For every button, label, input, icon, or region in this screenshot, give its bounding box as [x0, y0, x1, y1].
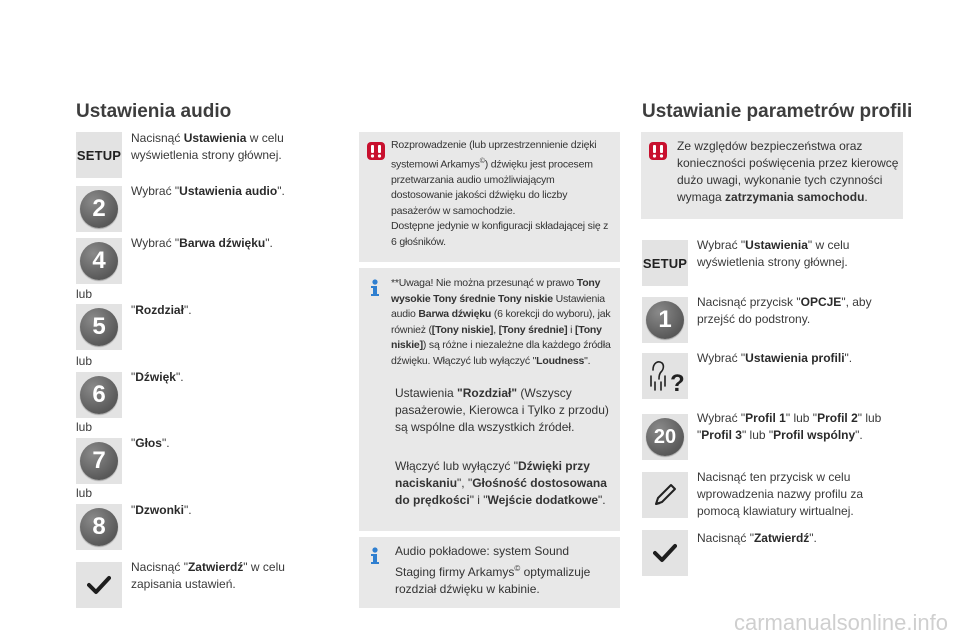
step-text: "Głos". [131, 436, 170, 450]
safety-warning-box [641, 132, 903, 219]
number-badge-2: 2 [80, 190, 118, 228]
confirm-key [76, 562, 122, 608]
number-badge-8: 8 [80, 508, 118, 546]
step-text: "Rozdział". [131, 303, 192, 317]
step-text: Wybrać "Barwa dźwięku". [131, 236, 273, 250]
number-badge-4: 4 [80, 242, 118, 280]
audio-info-box [359, 537, 620, 608]
number-badge-5: 5 [80, 308, 118, 346]
profile-question-icon [645, 356, 685, 396]
checkmark-icon [87, 575, 111, 595]
watermark: carmanualsonline.info [733, 610, 948, 635]
step-text: "Dźwięk". [131, 370, 184, 384]
warning-box [359, 132, 620, 262]
setup-key-label: SETUP [76, 147, 122, 163]
or-label: lub [76, 420, 93, 434]
number-key [76, 372, 122, 418]
or-label: lub [76, 486, 93, 500]
profile-key [642, 353, 688, 399]
step-text: Nacisnąć "Zatwierdź" w celu zapisania ustawień. [131, 560, 285, 591]
number-key [76, 504, 122, 550]
step-text: Nacisnąć ten przycisk w celu wprowadzenia nazwy profilu za pomocą klawiatury wirtualnej. [697, 470, 864, 518]
step-text: Wybrać "Ustawienia" w celu wyświetlenia strony głównej. [697, 238, 850, 269]
number-badge-7: 7 [80, 442, 118, 480]
info-paragraph-split: Ustawienia "Rozdział" (Wszyscy pasażerowie, Kierowca i Tylko z przodu) są wspólne dla wszystkich źródeł. [395, 386, 609, 434]
step-text: Wybrać "Ustawienia audio". [131, 184, 285, 198]
number-key [76, 238, 122, 284]
warning-icon [649, 142, 667, 160]
number-key [76, 186, 122, 232]
warning-text: Rozprowadzenie (lub uprzestrzennienie dzięki systemowi Arkamys©) dźwięku jest procesem przetwarzania audio umożliwiającym dostosowanie jakości dźwięku do liczby pasażerów w samochodzie. Dostępne jedynie w konfiguracji składającej się z 6 głośników. [391, 139, 609, 248]
number-badge-6: 6 [80, 376, 118, 414]
setup-key [642, 240, 688, 286]
confirm-key [642, 530, 688, 576]
number-badge-1: 1 [646, 301, 684, 339]
audio-info-text: Audio pokładowe: system Sound Staging firmy Arkamys© optymalizuje rozdział dźwięku w kabinie. [395, 544, 591, 596]
setup-key-label: SETUP [642, 255, 688, 271]
number-key [642, 414, 688, 460]
or-label: lub [76, 354, 93, 368]
setup-key [76, 132, 122, 178]
step-text: Wybrać "Profil 1" lub "Profil 2" lub "Profil 3" lub "Profil wspólny". [697, 411, 882, 442]
step-text: "Dzwonki". [131, 503, 192, 517]
checkmark-icon [653, 543, 677, 563]
step-text: Nacisnąć Ustawienia w celu wyświetlenia strony głównej. [131, 131, 284, 162]
info-text: **Uwaga! Nie można przesunąć w prawo Tony wysokie Tony średnie Tony niskie Ustawienia audio Barwa dźwięku (6 korekcji do wyboru), jak również ([Tony niskie], [Tony średnie] i [Tony niskie]) są różne i niezależne dla każdego źródła dźwięku. Włączyć lub wyłączyć "Loudness". [391, 277, 611, 367]
section-title-audio: Ustawienia audio [76, 101, 232, 122]
step-text: Nacisnąć "Zatwierdź". [697, 531, 817, 545]
edit-key [642, 472, 688, 518]
svg-text:?: ? [670, 370, 685, 396]
number-key [642, 297, 688, 343]
number-badge-20: 20 [646, 418, 684, 456]
step-text: Nacisnąć przycisk "OPCJE", aby przejść do podstrony. [697, 295, 872, 326]
step-text: Wybrać "Ustawienia profili". [697, 351, 853, 365]
info-icon [367, 547, 383, 565]
or-label: lub [76, 287, 93, 301]
warning-icon [367, 142, 385, 160]
safety-warning-text: Ze względów bezpieczeństwa oraz konieczności poświęcenia przez kierowcę dużo uwagi, wykonanie tych czynności wymaga zatrzymania samochodu. [677, 139, 899, 204]
number-key [76, 304, 122, 350]
info-icon [367, 279, 383, 297]
pencil-icon [651, 481, 679, 509]
section-title-profiles: Ustawianie parametrów profili [642, 101, 913, 122]
number-key [76, 438, 122, 484]
info-box [359, 268, 620, 531]
info-paragraph-toggles: Włączyć lub wyłączyć "Dźwięki przy naciskaniu", "Głośność dostosowana do prędkości" i "Wejście dodatkowe". [395, 459, 607, 507]
